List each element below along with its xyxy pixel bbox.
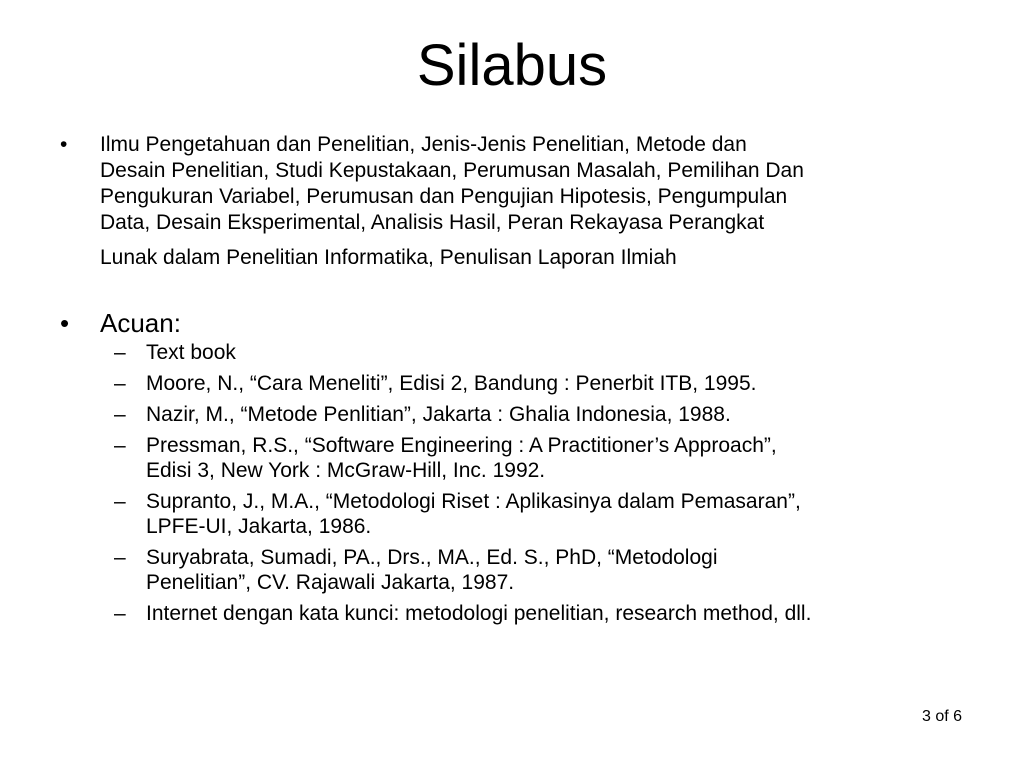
reference-list [114, 340, 974, 632]
reference-item [114, 433, 974, 483]
reference-text [146, 433, 974, 483]
dash-marker: – [114, 602, 126, 625]
dash-marker: – [114, 341, 126, 364]
page-number: 3 of 6 [921, 708, 962, 725]
dash-marker: – [114, 403, 126, 426]
bullet-text: Acuan: [100, 308, 181, 338]
reference-item [114, 489, 974, 539]
reference-item [114, 601, 974, 626]
bullet-line: Data, Desain Eksperimental, Analisis Hasil, Peran Rekayasa Perangkat [100, 211, 765, 234]
reference-text [146, 371, 974, 396]
bullet-marker: • [60, 133, 68, 156]
reference-line: Moore, N., “Cara Meneliti”, Edisi 2, Bandung : Penerbit ITB, 1995. [146, 372, 757, 395]
reference-item [114, 340, 974, 365]
bullet-line: Pengukuran Variabel, Perumusan dan Pengujian Hipotesis, Pengumpulan [100, 185, 788, 208]
bullet-line: Ilmu Pengetahuan dan Penelitian, Jenis-Jenis Penelitian, Metode dan [100, 133, 747, 156]
reference-line: Pressman, R.S., “Software Engineering : A Practitioner’s Approach”, [146, 434, 777, 457]
bullet-text [100, 132, 960, 271]
bullet-syllabus-topics [60, 132, 960, 271]
reference-item [114, 545, 974, 595]
bullet-line: Desain Penelitian, Studi Kepustakaan, Perumusan Masalah, Pemilihan Dan [100, 159, 804, 182]
reference-text [146, 402, 974, 427]
reference-item [114, 402, 974, 427]
reference-line: Internet dengan kata kunci: metodologi penelitian, research method, dll. [146, 602, 812, 625]
dash-marker: – [114, 434, 126, 457]
reference-line: Edisi 3, New York : McGraw-Hill, Inc. 1992. [146, 459, 546, 482]
reference-line: Nazir, M., “Metode Penlitian”, Jakarta : Ghalia Indonesia, 1988. [146, 403, 731, 426]
slide-title: Silabus [416, 33, 608, 98]
reference-line: Penelitian”, CV. Rajawali Jakarta, 1987. [146, 571, 515, 594]
reference-text [146, 601, 974, 626]
reference-line: Supranto, J., M.A., “Metodologi Riset : Aplikasinya dalam Pemasaran”, [146, 490, 801, 513]
reference-text [146, 489, 974, 539]
reference-line: LPFE-UI, Jakarta, 1986. [146, 515, 372, 538]
reference-line: Suryabrata, Sumadi, PA., Drs., MA., Ed. S., PhD, “Metodologi [146, 546, 718, 569]
bullet-references-heading [60, 306, 960, 340]
dash-marker: – [114, 490, 126, 513]
bullet-line: Lunak dalam Penelitian Informatika, Penulisan Laporan Ilmiah [100, 246, 677, 269]
reference-item [114, 371, 974, 396]
reference-line: Text book [146, 341, 236, 364]
reference-text [146, 340, 974, 365]
dash-marker: – [114, 372, 126, 395]
reference-text [146, 545, 974, 595]
dash-marker: – [114, 546, 126, 569]
bullet-marker: • [60, 308, 70, 338]
